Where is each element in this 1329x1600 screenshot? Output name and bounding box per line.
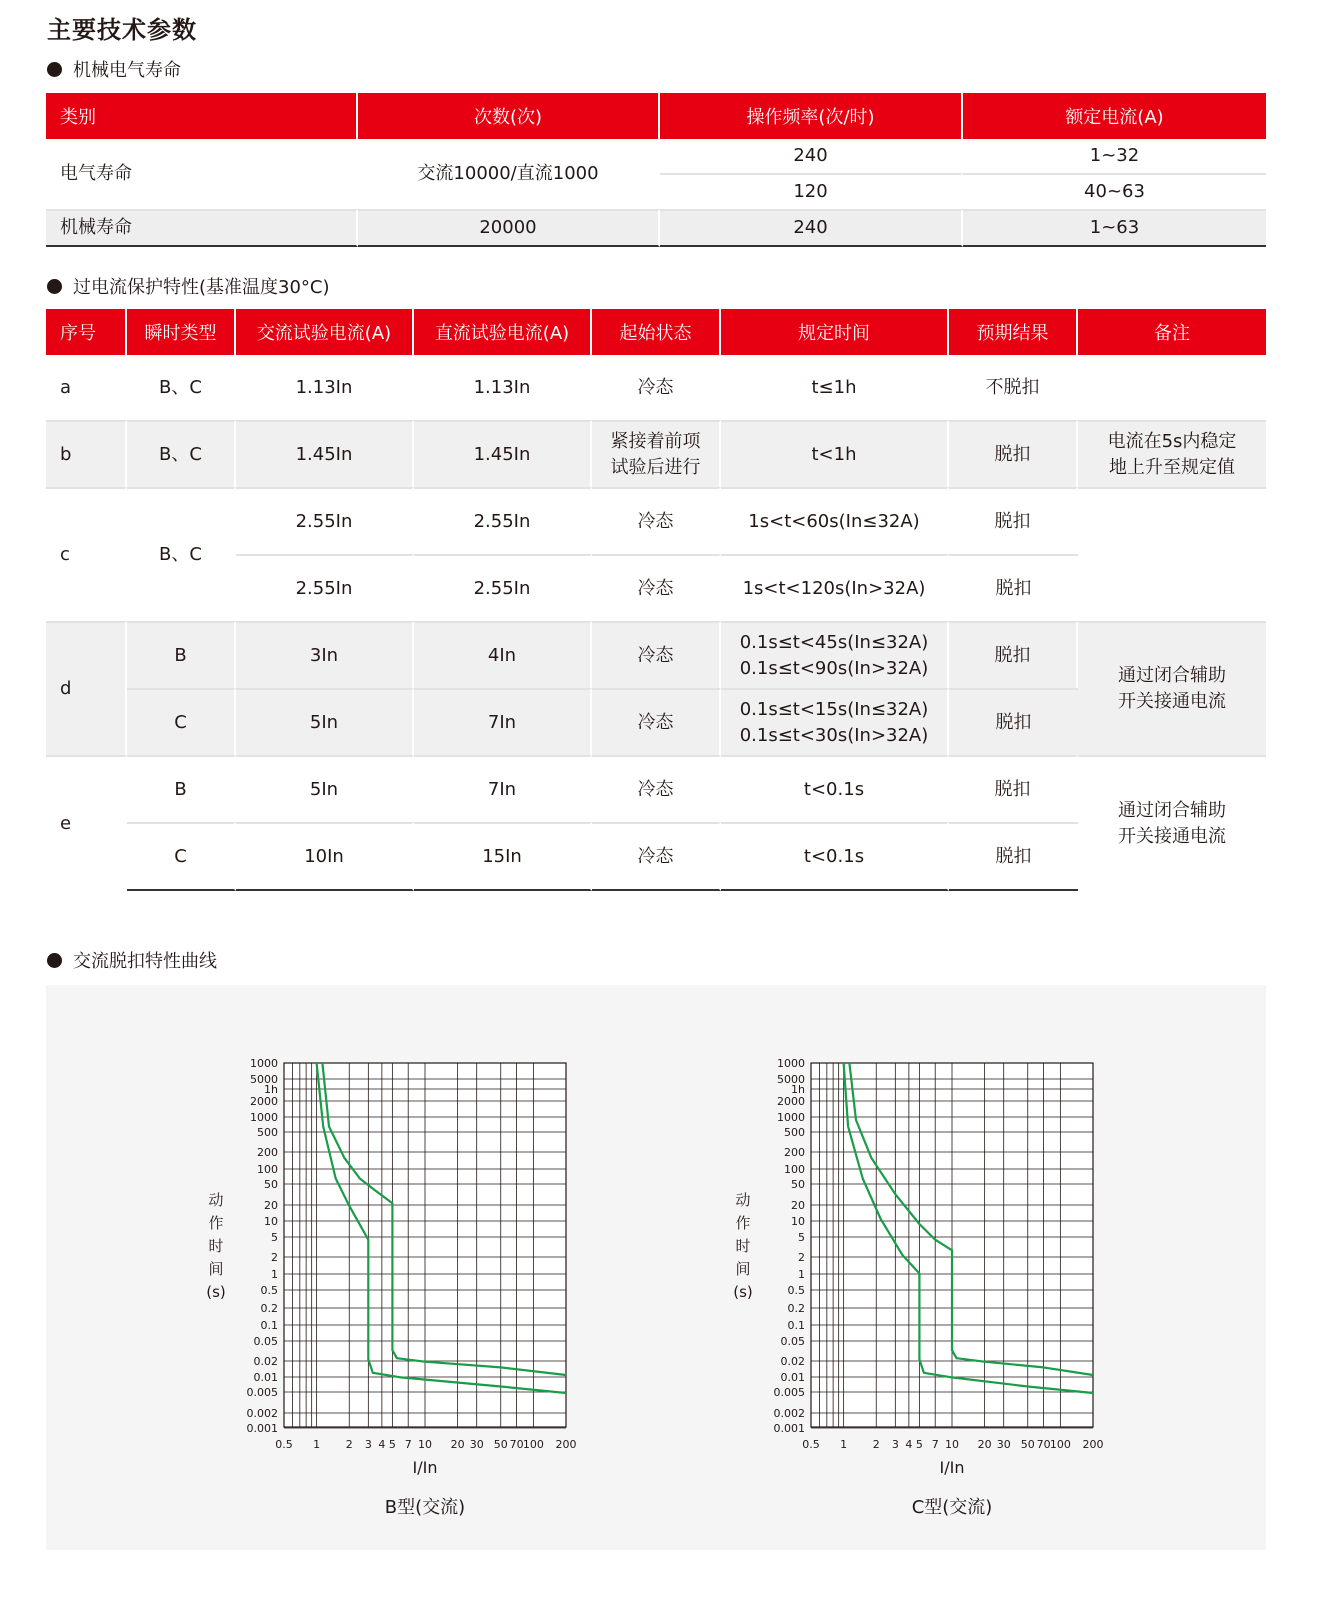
cell-category: 机械寿命 [46,209,358,247]
y-tick-label: 2000 [250,1095,278,1108]
chart-title: B型(交流) [384,1497,466,1518]
y-tick-label: 500 [257,1126,278,1139]
y-tick-label: 0.01 [253,1371,278,1384]
x-tick-label: 200 [1082,1438,1104,1451]
cell-dc: 7In [414,755,592,822]
section-overcurrent-heading [47,273,330,299]
x-tick-label: 20 [977,1438,992,1451]
cell-note [1078,355,1266,420]
cell-state: 冷态 [592,355,721,420]
y-tick-label: 1000 [250,1057,278,1070]
cell-dc: 1.13In [414,355,592,420]
y-tick-label: 1h [264,1083,278,1096]
cell-time: t<0.1s [721,755,949,822]
cell-no: a [46,355,127,420]
table-row [46,420,1266,487]
y-tick-label: 5 [271,1231,278,1244]
cell-current: 40~63 [963,173,1266,209]
y-axis-label: 动作时间(s) [733,1191,753,1301]
y-tick-label: 1000 [777,1111,805,1124]
section-curve-heading [47,947,217,973]
cell-ac: 5In [236,688,414,755]
cell-note: 电流在5s内稳定 地上升至规定值 [1078,420,1266,487]
grid [284,1063,566,1428]
y-tick-label: 0.005 [246,1386,278,1399]
table-row [46,755,1266,822]
header-ac: 交流试验电流(A) [236,309,414,355]
cell-state: 冷态 [592,621,721,688]
b-type-curve-chart [176,985,776,1550]
cell-count: 交流10000/直流1000 [358,139,660,209]
cell-category: 电气寿命 [46,139,358,209]
cell-time: 1s<t<60s(In≤32A) [721,487,949,554]
y-tick-label: 5000 [250,1073,278,1086]
header-dc: 直流试验电流(A) [414,309,592,355]
header-time: 规定时间 [721,309,949,355]
header-current: 额定电流(A) [963,93,1266,139]
y-tick-label: 10 [791,1215,805,1228]
curve-panel [46,985,1266,1550]
cell-result: 脱扣 [949,621,1078,688]
y-tick-label: 1000 [250,1111,278,1124]
x-tick-label: 3 [364,1438,372,1451]
x-tick-label: 2 [345,1438,353,1451]
cell-ac: 10In [236,822,414,891]
cell-current: 1~32 [1089,145,1140,166]
cell-dc: 4In [414,621,592,688]
y-tick-label: 10 [264,1215,278,1228]
cell-dc: 7In [414,688,592,755]
bullet-icon [47,62,62,77]
page-title: 主要技术参数 [47,16,197,44]
y-tick-label: 0.05 [253,1335,278,1348]
cell-ac: 2.55In [236,487,414,554]
chart-title: C型(交流) [911,1497,993,1518]
header-count: 次数(次) [358,93,660,139]
cell-state: 冷态 [592,554,721,621]
x-tick-label: 50 [493,1438,508,1451]
cell-result: 脱扣 [949,822,1078,891]
y-axis-label: 动作时间(s) [206,1191,226,1301]
y-tick-label: 0.1 [787,1319,805,1332]
x-tick-label: 1 [313,1438,321,1451]
cell-state: 紧接着前项 试验后进行 [592,420,721,487]
bullet-icon [47,953,62,968]
bullet-icon [47,279,62,294]
y-tick-label: 0.01 [780,1371,805,1384]
cell-no: c [46,487,127,621]
y-tick-label: 1h [791,1083,805,1096]
y-tick-label: 2000 [777,1095,805,1108]
cell-count: 20000 [358,209,660,247]
table-row [46,621,1266,688]
cell-type: B、C [127,355,236,420]
y-tick-label: 5000 [777,1073,805,1086]
cell-freq: 120 [660,173,963,209]
cell-type: C [127,688,236,755]
y-tick-label: 5 [798,1231,805,1244]
table-row [46,487,1266,554]
grid [811,1063,1093,1428]
x-tick-label: 30 [469,1438,484,1451]
header-category: 类别 [46,93,358,139]
x-tick-label: 2 [872,1438,880,1451]
y-tick-label: 0.05 [780,1335,805,1348]
cell-no: d [46,621,127,755]
x-axis-label: I/In [412,1458,438,1477]
header-no: 序号 [46,309,127,355]
cell-dc: 1.45In [414,420,592,487]
y-tick-label: 2 [798,1251,805,1264]
cell-no: e [46,755,127,891]
header-freq: 操作频率(次/时) [660,93,963,139]
y-tick-label: 100 [257,1163,278,1176]
x-tick-label: 3 [891,1438,899,1451]
cell-ac: 5In [236,755,414,822]
x-axis-label: I/In [939,1458,965,1477]
x-tick-label: 70 [1036,1438,1051,1451]
cell-note: 通过闭合辅助 开关接通电流 [1078,621,1266,755]
cell-time: 1s<t<120s(In>32A) [721,554,949,621]
header-note: 备注 [1078,309,1266,355]
table-row [46,209,1266,247]
cell-result: 不脱扣 [949,355,1078,420]
y-tick-label: 1 [798,1268,805,1281]
cell-note: 通过闭合辅助 开关接通电流 [1078,755,1266,891]
cell-result: 脱扣 [949,688,1078,755]
cell-type: B [127,621,236,688]
section-mech-life-heading [47,56,181,82]
cell-no: b [46,420,127,487]
x-tick-label: 7 [404,1438,412,1451]
y-tick-label: 0.1 [260,1319,278,1332]
cell-freq: 240 [660,139,963,173]
cell-note [1078,487,1266,621]
y-tick-label: 0.02 [253,1355,278,1368]
x-tick-label: 10 [945,1438,959,1451]
x-tick-label: 1 [840,1438,848,1451]
section-title: 机械电气寿命 [73,60,181,81]
y-tick-label: 500 [784,1126,805,1139]
header-result: 预期结果 [949,309,1078,355]
x-tick-label: 50 [1020,1438,1035,1451]
cell-state: 冷态 [592,688,721,755]
cell-ac: 2.55In [236,554,414,621]
cell-type: C [127,822,236,891]
y-tick-label: 0.5 [787,1284,805,1297]
cell-dc: 15In [414,822,592,891]
cell-type: B [127,755,236,822]
cell-state: 冷态 [592,822,721,891]
cell-result: 脱扣 [949,554,1078,621]
y-tick-label: 50 [264,1178,278,1191]
cell-time: t≤1h [721,355,949,420]
x-tick-label: 70 [509,1438,524,1451]
y-tick-label: 0.001 [246,1422,278,1435]
x-tick-label: 4 [905,1438,913,1451]
header-type: 瞬时类型 [127,309,236,355]
x-tick-label: 5 [388,1438,396,1451]
cell-result: 脱扣 [949,420,1078,487]
cell-type: B、C [127,420,236,487]
cell-time: t<0.1s [721,822,949,891]
table-row [46,139,1266,173]
y-tick-label: 20 [264,1199,278,1212]
x-tick-label: 30 [996,1438,1011,1451]
y-tick-label: 1 [271,1268,278,1281]
life-table [46,93,1266,247]
c-type-curve-chart [703,985,1303,1550]
y-tick-label: 200 [257,1146,278,1159]
y-tick-label: 50 [791,1178,805,1191]
x-tick-label: 0.5 [275,1438,293,1451]
x-tick-label: 10 [418,1438,432,1451]
cell-ac: 1.13In [236,355,414,420]
cell-dc: 2.55In [414,554,592,621]
cell-time: 0.1s≤t<45s(In≤32A) 0.1s≤t<90s(In>32A) [721,621,949,688]
y-tick-label: 20 [791,1199,805,1212]
cell-ac: 3In [236,621,414,688]
y-tick-label: 0.002 [773,1407,805,1420]
section-title: 过电流保护特性(基准温度30°C) [73,277,330,298]
y-tick-label: 0.5 [260,1284,278,1297]
cell-time: t<1h [721,420,949,487]
x-tick-label: 200 [555,1438,577,1451]
cell-result: 脱扣 [949,755,1078,822]
overcurrent-table [46,309,1266,891]
cell-type: B、C [127,487,236,621]
y-tick-label: 0.005 [773,1386,805,1399]
y-tick-label: 0.02 [780,1355,805,1368]
cell-time: 0.1s≤t<15s(In≤32A) 0.1s≤t<30s(In>32A) [721,688,949,755]
y-tick-label: 0.001 [773,1422,805,1435]
x-tick-label: 5 [915,1438,923,1451]
cell-result: 脱扣 [949,487,1078,554]
x-tick-label: 7 [931,1438,939,1451]
cell-state: 冷态 [592,755,721,822]
x-tick-label: 0.5 [802,1438,820,1451]
y-tick-label: 200 [784,1146,805,1159]
x-tick-label: 20 [450,1438,465,1451]
cell-freq: 240 [660,209,963,247]
table-row [46,355,1266,420]
cell-ac: 1.45In [236,420,414,487]
y-tick-label: 0.2 [260,1302,278,1315]
y-tick-label: 100 [784,1163,805,1176]
section-title: 交流脱扣特性曲线 [73,951,217,972]
x-tick-label: 100 [1049,1438,1071,1451]
cell-dc: 2.55In [414,487,592,554]
y-tick-label: 1000 [777,1057,805,1070]
y-tick-label: 2 [271,1251,278,1264]
cell-state: 冷态 [592,487,721,554]
y-tick-label: 0.2 [787,1302,805,1315]
cell-current: 1~63 [963,209,1266,247]
x-tick-label: 4 [378,1438,386,1451]
header-state: 起始状态 [592,309,721,355]
x-tick-label: 100 [522,1438,544,1451]
y-tick-label: 0.002 [246,1407,278,1420]
